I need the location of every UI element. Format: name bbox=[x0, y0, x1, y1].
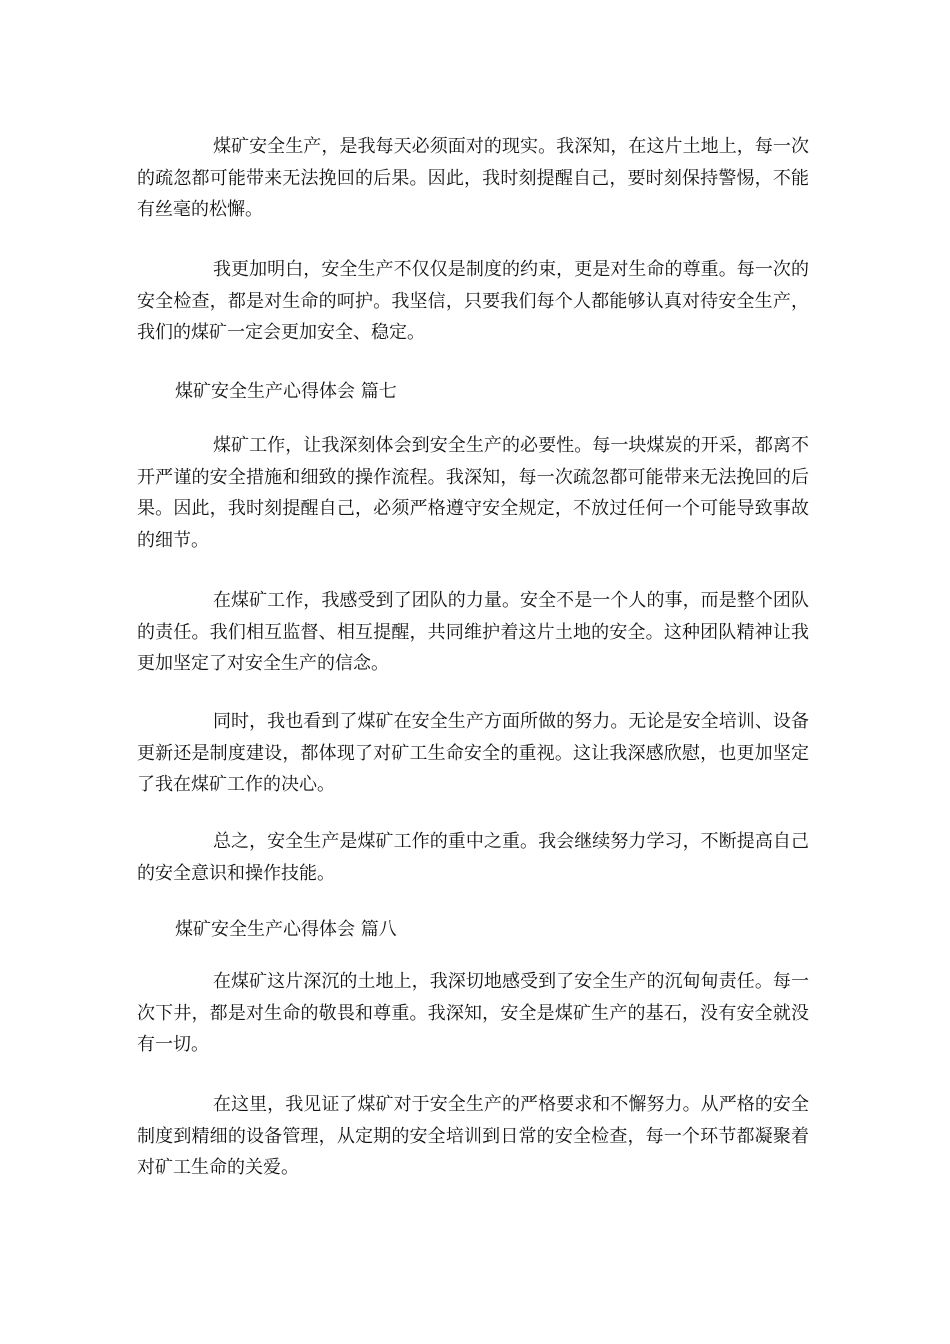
paragraph-2: 我更加明白，安全生产不仅仅是制度的约束，更是对生命的尊重。每一次的安全检查，都是对生命的呵护。我坚信，只要我们每个人都能够认真对待安全生产，我们的煤矿一定会更加安全、稳定。 bbox=[137, 259, 809, 343]
paragraph-8: 在这里，我见证了煤矿对于安全生产的严格要求和不懈努力。从严格的安全制度到精细的设备管理，从定期的安全培训到日常的安全检查，每一个环节都凝聚着对矿工生命的关爱。 bbox=[137, 1094, 809, 1178]
section-heading-8: 煤矿安全生产心得体会 篇八 bbox=[175, 919, 397, 940]
paragraph-6: 总之，安全生产是煤矿工作的重中之重。我会继续努力学习，不断提高自己的安全意识和操作技能。 bbox=[137, 831, 809, 884]
section-heading-7: 煤矿安全生产心得体会 篇七 bbox=[175, 381, 397, 402]
paragraph-7: 在煤矿这片深沉的土地上，我深切地感受到了安全生产的沉甸甸责任。每一次下井，都是对生命的敬畏和尊重。我深知，安全是煤矿生产的基石，没有安全就没有一切。 bbox=[137, 971, 809, 1055]
paragraph-4: 在煤矿工作，我感受到了团队的力量。安全不是一个人的事，而是整个团队的责任。我们相互监督、相互提醒，共同维护着这片土地的安全。这种团队精神让我更加坚定了对安全生产的信念。 bbox=[137, 590, 809, 674]
paragraph-5: 同时，我也看到了煤矿在安全生产方面所做的努力。无论是安全培训、设备更新还是制度建设，都体现了对矿工生命安全的重视。这让我深感欣慰，也更加坚定了我在煤矿工作的决心。 bbox=[137, 711, 809, 795]
paragraph-1: 煤矿安全生产，是我每天必须面对的现实。我深知，在这片土地上，每一次的疏忽都可能带来无法挽回的后果。因此，我时刻提醒自己，要时刻保持警惕，不能有丝毫的松懈。 bbox=[137, 136, 809, 220]
paragraph-3: 煤矿工作，让我深刻体会到安全生产的必要性。每一块煤炭的开采，都离不开严谨的安全措施和细致的操作流程。我深知，每一次疏忽都可能带来无法挽回的后果。因此，我时刻提醒自己，必须严格遵守安全规定，不放过任何一个可能导致事故的细节。 bbox=[137, 435, 809, 551]
